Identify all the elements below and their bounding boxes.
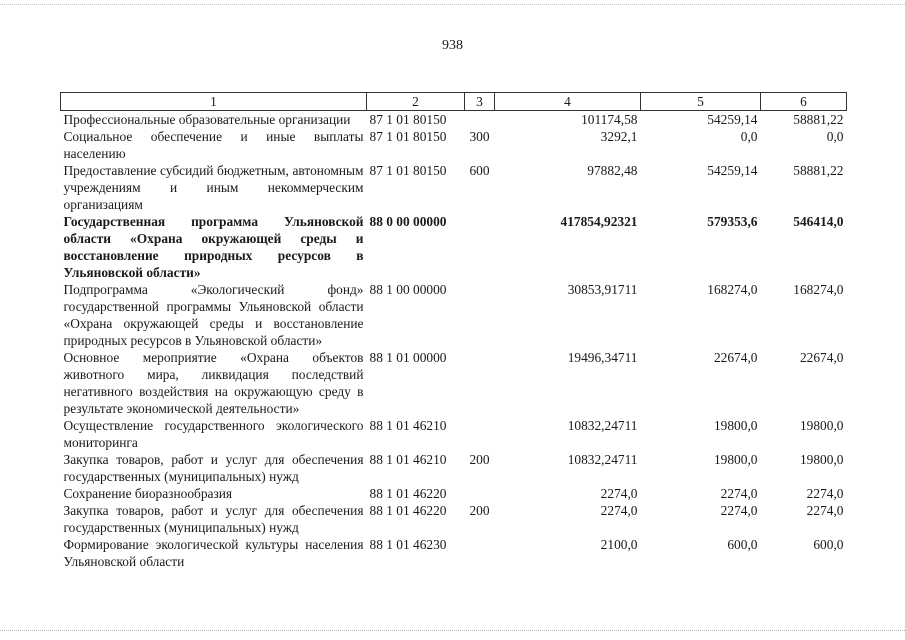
row-value-6: 58881,22 bbox=[793, 112, 844, 127]
row-name: Закупка товаров, работ и услуг для обеспечения государственных (муниципальных) нужд bbox=[63, 503, 364, 535]
row-value-5: 54259,14 bbox=[707, 163, 758, 178]
table-row bbox=[61, 349, 847, 417]
header-col-2: 2 bbox=[367, 93, 465, 111]
row-value-4: 2274,0 bbox=[600, 486, 638, 501]
row-value-4: 417854,92321 bbox=[560, 214, 638, 229]
row-expense-type bbox=[465, 485, 495, 502]
header-row bbox=[61, 93, 847, 111]
row-code: 88 1 01 00000 bbox=[369, 350, 447, 365]
row-code: 87 1 01 80150 bbox=[369, 163, 447, 178]
row-value-6: 168274,0 bbox=[793, 282, 844, 297]
row-value-6: 2274,0 bbox=[806, 486, 844, 501]
row-expense-type: 200 bbox=[469, 452, 490, 467]
table-row bbox=[61, 111, 847, 129]
row-expense-type bbox=[465, 213, 495, 281]
row-value-5: 168274,0 bbox=[707, 282, 758, 297]
row-expense-type bbox=[465, 417, 495, 451]
row-value-6: 600,0 bbox=[813, 537, 844, 552]
row-expense-type: 200 bbox=[469, 503, 490, 518]
table-row bbox=[61, 502, 847, 536]
row-name: Сохранение биоразнообразия bbox=[63, 486, 233, 501]
row-expense-type bbox=[465, 281, 495, 349]
row-code: 88 1 01 46210 bbox=[369, 418, 447, 433]
row-value-6: 2274,0 bbox=[806, 503, 844, 518]
row-name: Основное мероприятие «Охрана объектов животного мира, ликвидация последствий негативного воздействия на окружающую среду в результате экономической деятельности» bbox=[63, 350, 364, 416]
row-value-6: 546414,0 bbox=[793, 214, 844, 229]
row-expense-type bbox=[465, 536, 495, 570]
row-value-4: 30853,91711 bbox=[567, 282, 638, 297]
row-code: 88 1 01 46210 bbox=[369, 452, 447, 467]
header-col-3: 3 bbox=[465, 93, 495, 111]
row-name: Социальное обеспечение и иные выплаты населению bbox=[63, 129, 364, 161]
budget-table bbox=[60, 92, 847, 570]
row-name: Профессиональные образовательные организации bbox=[63, 112, 351, 127]
row-value-4: 19496,34711 bbox=[567, 350, 638, 365]
row-value-4: 2100,0 bbox=[600, 537, 638, 552]
header-col-5: 5 bbox=[641, 93, 761, 111]
row-name: Предоставление субсидий бюджетным, автономным учреждениям и иным некоммерческим организациям bbox=[63, 163, 364, 212]
row-name: Государственная программа Ульяновской области «Охрана окружающей среды и восстановление природных ресурсов в Ульяновской области» bbox=[63, 214, 364, 280]
row-value-5: 600,0 bbox=[727, 537, 758, 552]
row-expense-type bbox=[465, 349, 495, 417]
header-col-4: 4 bbox=[495, 93, 641, 111]
row-value-4: 3292,1 bbox=[600, 129, 638, 144]
header-col-1: 1 bbox=[61, 93, 367, 111]
row-name: Закупка товаров, работ и услуг для обеспечения государственных (муниципальных) нужд bbox=[63, 452, 364, 484]
row-value-5: 0,0 bbox=[740, 129, 758, 144]
scan-edge-bottom bbox=[0, 630, 905, 631]
row-code: 88 1 01 46220 bbox=[369, 486, 447, 501]
row-code: 88 1 01 46220 bbox=[369, 503, 447, 518]
row-value-6: 19800,0 bbox=[799, 418, 844, 433]
page-number: 938 bbox=[442, 38, 463, 53]
row-value-5: 2274,0 bbox=[720, 503, 758, 518]
table-body bbox=[61, 111, 847, 571]
row-code: 88 0 00 00000 bbox=[369, 214, 447, 229]
table-row-program bbox=[61, 213, 847, 281]
table-row bbox=[61, 485, 847, 502]
table-row bbox=[61, 162, 847, 213]
row-value-6: 0,0 bbox=[826, 129, 844, 144]
row-value-4: 101174,58 bbox=[581, 112, 638, 127]
table-row bbox=[61, 451, 847, 485]
header-col-6: 6 bbox=[761, 93, 847, 111]
row-code: 87 1 01 80150 bbox=[369, 112, 447, 127]
row-value-6: 19800,0 bbox=[799, 452, 844, 467]
row-name: Подпрограмма «Экологический фонд» государственной программы Ульяновской области «Охрана окружающей среды и восстановление природных ресурсов в Ульяновской области» bbox=[63, 282, 364, 348]
row-value-4: 97882,48 bbox=[587, 163, 638, 178]
row-expense-type: 600 bbox=[469, 163, 490, 178]
row-value-4: 10832,24711 bbox=[567, 452, 638, 467]
row-name: Формирование экологической культуры населения Ульяновской области bbox=[63, 537, 364, 569]
row-value-5: 2274,0 bbox=[720, 486, 758, 501]
row-name: Осуществление государственного экологического мониторинга bbox=[63, 418, 364, 450]
row-expense-type bbox=[465, 111, 495, 129]
table-row bbox=[61, 536, 847, 570]
row-value-5: 579353,6 bbox=[707, 214, 758, 229]
row-code: 88 1 01 46230 bbox=[369, 537, 447, 552]
table-row bbox=[61, 417, 847, 451]
row-value-4: 10832,24711 bbox=[567, 418, 638, 433]
row-value-5: 19800,0 bbox=[713, 418, 758, 433]
row-value-5: 19800,0 bbox=[713, 452, 758, 467]
row-code: 87 1 01 80150 bbox=[369, 129, 447, 144]
scan-edge-top bbox=[0, 4, 905, 5]
table-row bbox=[61, 128, 847, 162]
row-value-6: 22674,0 bbox=[799, 350, 844, 365]
row-expense-type: 300 bbox=[469, 129, 490, 144]
row-value-5: 54259,14 bbox=[707, 112, 758, 127]
row-code: 88 1 00 00000 bbox=[369, 282, 447, 297]
row-value-5: 22674,0 bbox=[713, 350, 758, 365]
table-row bbox=[61, 281, 847, 349]
row-value-4: 2274,0 bbox=[600, 503, 638, 518]
row-value-6: 58881,22 bbox=[793, 163, 844, 178]
